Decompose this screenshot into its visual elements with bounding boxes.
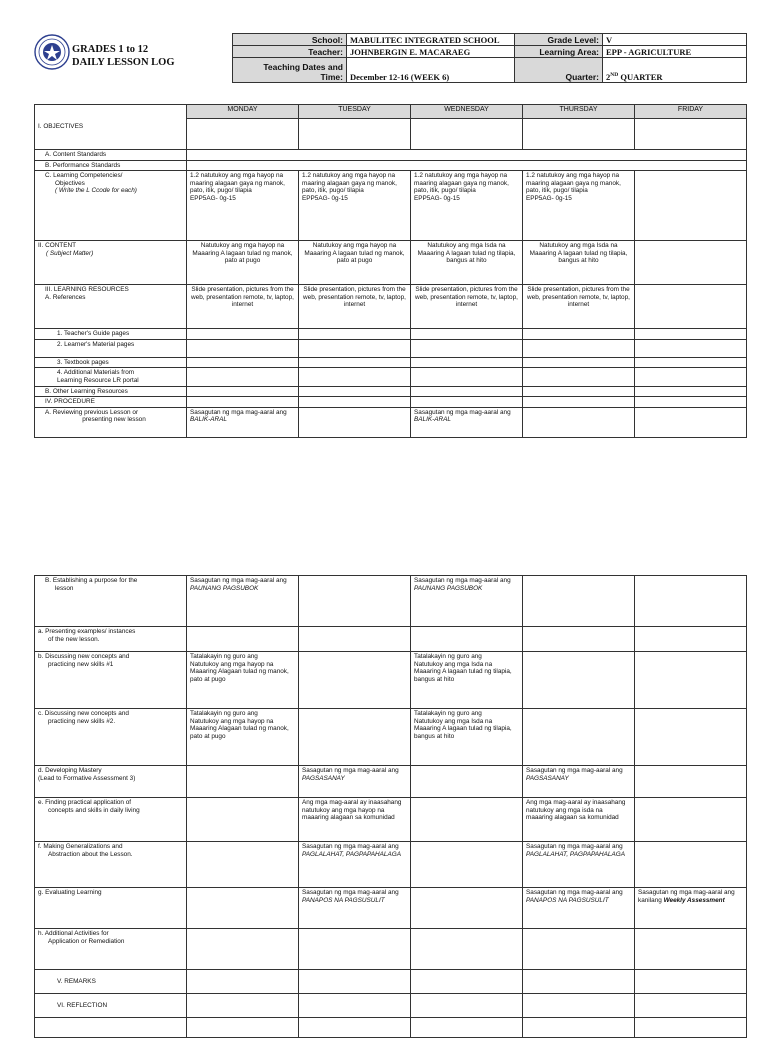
empty-cell [411, 339, 523, 357]
eval-cell-friday [635, 888, 747, 929]
teaching-dates-label [233, 58, 347, 83]
objective-cell [187, 119, 299, 150]
empty-cell [187, 386, 299, 397]
practical-label-line1: e. Finding practical application of [38, 799, 132, 806]
reviewing-label-line2: presenting new lesson [82, 416, 146, 424]
teacher-value: JOHNBERGIN E. MACARAEG [347, 46, 515, 58]
empty-cell [187, 929, 299, 970]
purpose-prefix: Sasagutan ng mga mag-aaral ang [414, 577, 511, 584]
competency-code: EPP5AG- 0g-15 [414, 194, 460, 202]
lesson-log-table-part1 [34, 104, 747, 438]
empty-cell [299, 339, 411, 357]
quarter-label: Quarter: [515, 58, 603, 83]
purpose-cell-wednesday [411, 576, 523, 627]
empty-cell [299, 709, 411, 766]
discuss-topic: Natutukoy ang mga Isda na Maaaring A lagaan tulad ng tilapia, bangus at hito [414, 717, 512, 740]
discuss2-cell-wednesday [411, 709, 523, 766]
empty-cell [411, 1018, 523, 1038]
purpose-label [35, 576, 187, 627]
teaching-dates-label-line2: Time: [320, 72, 343, 82]
empty-cell [187, 798, 299, 842]
purpose-label-line1: B. Establishing a purpose for the [45, 577, 138, 584]
performance-standards-value [187, 160, 747, 171]
competencies-label-line2: Objectives [55, 179, 85, 187]
empty-cell [299, 357, 411, 368]
header-info-table [232, 33, 747, 83]
competency-cell-thursday [523, 171, 635, 241]
discuss2-cell-monday [187, 709, 299, 766]
practical-cell-tuesday: Ang mga mag-aaral ay inaasahang natutukoy ang mga hayop na maaaring alagaan sa komunidad [299, 798, 411, 842]
discussing-2-label [35, 709, 187, 766]
eval-fri-italic: Weekly Assessment [663, 896, 725, 904]
discussing-2-label-line2: practicing new skills #2. [48, 717, 116, 725]
empty-cell [523, 652, 635, 709]
form-title [72, 43, 175, 69]
discuss-topic: Natutukoy ang mga hayop na Maaaring Alagaan tulad ng manok, pato at pugo [190, 717, 289, 740]
practical-label-line2: concepts and skills in daily living [48, 806, 140, 814]
quarter-value [603, 58, 747, 83]
competency-code: EPP5AG- 0g-15 [190, 194, 236, 202]
empty-cell [523, 1018, 635, 1038]
mastery-label [35, 766, 187, 798]
empty-cell [411, 627, 523, 652]
quarter-number: 2 [606, 72, 611, 82]
empty-cell [411, 798, 523, 842]
day-header-wednesday: WEDNESDAY [411, 105, 523, 119]
additional-materials-line1: 4. Additional Materials from [57, 369, 135, 377]
purpose-prefix: Sasagutan ng mga mag-aaral ang [190, 577, 287, 584]
empty-cell [635, 329, 747, 340]
discussing-2-label-line1: c. Discussing new concepts and [38, 710, 129, 717]
empty-cell [523, 339, 635, 357]
empty-cell [187, 339, 299, 357]
purpose-italic: PAUNANG PAGSUBOK [190, 584, 259, 592]
resources-cell-tuesday: Slide presentation, pictures from the web, presentation remote, tv, laptop, internet [299, 285, 411, 329]
practical-cell-thursday: Ang mga mag-aaral ay inaasahang natutukoy ang mga isda na maaaring alagaan sa komunidad [523, 798, 635, 842]
remarks-label: V. REMARKS [35, 970, 187, 994]
discussing-1-label-line2: practicing new skills #1 [48, 660, 114, 668]
mastery-cell-tuesday [299, 766, 411, 798]
review-cell-monday [187, 407, 299, 437]
learning-area-label: Learning Area: [515, 46, 603, 58]
general-italic: PAGLALAHAT, PAGPAPAHALAGA [302, 850, 401, 858]
generalization-label-line1: f. Making Generalizations and [38, 843, 123, 850]
presenting-label-line1: a. Presenting examples/ instances [38, 628, 136, 635]
empty-cell [635, 407, 747, 437]
resources-cell-thursday: Slide presentation, pictures from the web, presentation remote, tv, laptop, internet [523, 285, 635, 329]
empty-cell [411, 994, 523, 1018]
evaluating-label: g. Evaluating Learning [35, 888, 187, 929]
learners-material-label: 2. Learner's Material pages [35, 339, 187, 357]
grade-label: Grade Level: [515, 34, 603, 46]
objective-cell [299, 119, 411, 150]
competency-cell-wednesday [411, 171, 523, 241]
competency-cell-friday [635, 171, 747, 241]
content-cell-friday [635, 241, 747, 285]
empty-cell [299, 1018, 411, 1038]
empty-cell [299, 329, 411, 340]
competencies-label-line3: ( Write the L Ccode for each) [55, 187, 137, 195]
empty-cell [411, 929, 523, 970]
discussing-1-label [35, 652, 187, 709]
content-label-line1: II. CONTENT [38, 242, 76, 250]
competency-text: 1.2 natutukoy ang mga hayop na maaring alagaan gaya ng manok, pato, itik, pugo/ tilapia [526, 172, 621, 195]
objective-cell [523, 119, 635, 150]
practical-label [35, 798, 187, 842]
empty-cell [299, 627, 411, 652]
teachers-guide-label: 1. Teacher's Guide pages [35, 329, 187, 340]
competency-code: EPP5AG- 0g-15 [526, 194, 572, 202]
school-value: MABULITEC INTEGRATED SCHOOL [347, 34, 515, 46]
competency-code: EPP5AG- 0g-15 [302, 194, 348, 202]
form-title-line2: DAILY LESSON LOG [72, 57, 175, 68]
day-header-thursday: THURSDAY [523, 105, 635, 119]
purpose-label-line2: lesson [55, 584, 74, 592]
empty-cell [187, 842, 299, 888]
purpose-cell-monday [187, 576, 299, 627]
empty-cell [523, 709, 635, 766]
reflection-label: VI. REFLECTION [35, 994, 187, 1018]
empty-cell [635, 652, 747, 709]
resources-label-line1: III. LEARNING RESOURCES [45, 286, 129, 294]
empty-cell [411, 766, 523, 798]
lesson-log-table-part2 [34, 575, 747, 1038]
content-cell-monday: Natutukoy ang mga hayop na Maaaring A lagaan tulad ng manok, pato at pugo [187, 241, 299, 285]
empty-cell [35, 1018, 187, 1038]
empty-cell [523, 970, 635, 994]
mastery-italic: PAGSASANAY [526, 774, 569, 782]
empty-cell [523, 576, 635, 627]
objective-cell [411, 119, 523, 150]
empty-cell [635, 357, 747, 368]
discuss-prefix: Tatalakayin ng guro ang [190, 710, 258, 717]
empty-cell [411, 888, 523, 929]
mastery-italic: PAGSASANAY [302, 774, 345, 782]
empty-cell [299, 407, 411, 437]
empty-cell [523, 397, 635, 408]
empty-cell [635, 970, 747, 994]
eval-italic: PANAPOS NA PAGSUSULIT [302, 896, 385, 904]
references-label: A. References [45, 293, 86, 301]
deped-seal-icon [34, 34, 70, 70]
empty-cell [187, 627, 299, 652]
empty-cell [187, 368, 299, 386]
empty-cell [187, 1018, 299, 1038]
resources-label [35, 285, 187, 329]
mastery-label-line1: d. Developing Mastery [38, 767, 102, 774]
eval-fri-prefix: Sasagutan ng mga mag-aaral ang kanilang [638, 889, 735, 904]
quarter-word: QUARTER [620, 72, 663, 82]
empty-cell [635, 386, 747, 397]
discuss1-cell-monday [187, 652, 299, 709]
empty-cell [299, 652, 411, 709]
additional-activities-line2: Application or Remediation [48, 937, 125, 945]
learning-area-value: EPP - AGRICULTURE [603, 46, 747, 58]
presenting-label [35, 627, 187, 652]
procedure-label: IV. PROCEDURE [35, 397, 187, 408]
review-cell-wednesday [411, 407, 523, 437]
mastery-prefix: Sasagutan ng mga mag-aaral ang [302, 767, 399, 774]
competencies-label-line1: C. Learning Competencies/ [45, 172, 123, 180]
mastery-cell-thursday [523, 766, 635, 798]
empty-cell [299, 970, 411, 994]
empty-cell [187, 766, 299, 798]
empty-cell [635, 994, 747, 1018]
content-cell-wednesday: Natutukoy ang mga Isda na Maaaring A lagaan tulad ng tilapia, bangus at hito [411, 241, 523, 285]
teacher-label: Teacher: [233, 46, 347, 58]
competency-text: 1.2 natutukoy ang mga hayop na maaring alagaan gaya ng manok, pato, itik, pugo/ tilapia [414, 172, 509, 195]
empty-cell [635, 842, 747, 888]
generalization-label-line2: Abstraction about the Lesson. [48, 850, 133, 858]
general-cell-thursday [523, 842, 635, 888]
additional-materials-line2: Learning Resource LR portal [57, 376, 139, 384]
empty-cell [411, 329, 523, 340]
empty-cell [635, 627, 747, 652]
mastery-label-line2: (Lead to Formative Assessment 3) [38, 774, 136, 782]
discussing-1-label-line1: b. Discussing new concepts and [38, 653, 130, 660]
content-label [35, 241, 187, 285]
empty-cell [635, 339, 747, 357]
other-resources-label: B. Other Learning Resources [35, 386, 187, 397]
resources-cell-monday: Slide presentation, pictures from the web, presentation remote, tv, laptop, internet [187, 285, 299, 329]
review-italic: BALIK-ARAL [190, 416, 227, 424]
quarter-suffix: ND [610, 72, 619, 79]
grade-value: V [603, 34, 747, 46]
empty-cell [635, 397, 747, 408]
content-standards-label: A. Content Standards [35, 150, 187, 161]
general-italic: PAGLALAHAT, PAGPAPAHALAGA [526, 850, 625, 858]
empty-cell [635, 709, 747, 766]
teaching-dates-value: December 12-16 (WEEK 6) [347, 58, 515, 83]
day-header-friday: FRIDAY [635, 105, 747, 119]
empty-cell [411, 970, 523, 994]
competency-cell-tuesday [299, 171, 411, 241]
additional-materials-label [35, 368, 187, 386]
empty-cell [523, 929, 635, 970]
discuss-prefix: Tatalakayin ng guro ang [414, 710, 482, 717]
empty-cell [187, 994, 299, 1018]
eval-prefix: Sasagutan ng mga mag-aaral ang [526, 889, 623, 896]
empty-cell [411, 842, 523, 888]
empty-cell [635, 766, 747, 798]
day-header-monday: MONDAY [187, 105, 299, 119]
empty-cell [187, 397, 299, 408]
empty-cell [299, 929, 411, 970]
reviewing-label [35, 407, 187, 437]
empty-cell [299, 368, 411, 386]
discuss1-cell-wednesday [411, 652, 523, 709]
purpose-italic: PAUNANG PAGSUBOK [414, 584, 483, 592]
generalization-label [35, 842, 187, 888]
teaching-dates-label-line1: Teaching Dates and [263, 62, 343, 72]
empty-cell [187, 888, 299, 929]
objectives-heading: I. OBJECTIVES [35, 105, 187, 150]
empty-cell [523, 329, 635, 340]
form-title-line1: GRADES 1 to 12 [72, 44, 149, 55]
empty-cell [523, 386, 635, 397]
empty-cell [411, 357, 523, 368]
content-cell-tuesday: Natutukoy ang mga hayop na Maaaring A lagaan tulad ng manok, pato at pugo [299, 241, 411, 285]
empty-cell [635, 929, 747, 970]
general-cell-tuesday [299, 842, 411, 888]
eval-prefix: Sasagutan ng mga mag-aaral ang [302, 889, 399, 896]
empty-cell [523, 407, 635, 437]
competency-text: 1.2 natutukoy ang mga hayop na maaring alagaan gaya ng manok, pato, itik, pugo/ tilapia [302, 172, 397, 195]
resources-cell-friday [635, 285, 747, 329]
empty-cell [523, 368, 635, 386]
empty-cell [635, 1018, 747, 1038]
empty-cell [299, 576, 411, 627]
performance-standards-label: B. Performance Standards [35, 160, 187, 171]
review-italic: BALIK-ARAL [414, 416, 451, 424]
competency-text: 1.2 natutukoy ang mga hayop na maaring alagaan gaya ng manok, pato, itik, pugo/ tilapia [190, 172, 285, 195]
textbook-label: 3. Textbook pages [35, 357, 187, 368]
empty-cell [299, 994, 411, 1018]
discuss-topic: Natutukoy ang mga hayop na Maaaring Alagaan tulad ng manok, pato at pugo [190, 660, 289, 683]
general-prefix: Sasagutan ng mga mag-aaral ang [526, 843, 623, 850]
empty-cell [411, 386, 523, 397]
empty-cell [523, 994, 635, 1018]
additional-activities-label [35, 929, 187, 970]
additional-activities-line1: h. Additional Activities for [38, 930, 109, 937]
objective-cell [635, 119, 747, 150]
resources-cell-wednesday: Slide presentation, pictures from the web, presentation remote, tv, laptop, internet [411, 285, 523, 329]
competency-cell-monday [187, 171, 299, 241]
eval-italic: PANAPOS NA PAGSUSULIT [526, 896, 609, 904]
eval-cell-thursday [523, 888, 635, 929]
content-cell-thursday: Natutukoy ang mga Isda na Maaaring A lagaan tulad ng tilapia, bangus at hito [523, 241, 635, 285]
content-label-line2: ( Subject Matter) [46, 249, 94, 257]
content-standards-value [187, 150, 747, 161]
eval-cell-tuesday [299, 888, 411, 929]
empty-cell [187, 329, 299, 340]
empty-cell [187, 970, 299, 994]
discuss-prefix: Tatalakayin ng guro ang [190, 653, 258, 660]
empty-cell [523, 357, 635, 368]
general-prefix: Sasagutan ng mga mag-aaral ang [302, 843, 399, 850]
empty-cell [635, 576, 747, 627]
empty-cell [187, 357, 299, 368]
empty-cell [299, 397, 411, 408]
presenting-label-line2: of the new lesson. [48, 635, 100, 643]
discuss-topic: Natutukoy ang mga Isda na Maaaring A lagaan tulad ng tilapia, bangus at hito [414, 660, 512, 683]
review-prefix: Sasagutan ng mga mag-aaral ang [190, 408, 287, 416]
empty-cell [523, 627, 635, 652]
empty-cell [411, 368, 523, 386]
empty-cell [635, 798, 747, 842]
empty-cell [411, 397, 523, 408]
reviewing-label-line1: A. Reviewing previous Lesson or [45, 408, 139, 416]
competencies-label [35, 171, 187, 241]
mastery-prefix: Sasagutan ng mga mag-aaral ang [526, 767, 623, 774]
empty-cell [635, 368, 747, 386]
day-header-tuesday: TUESDAY [299, 105, 411, 119]
review-prefix: Sasagutan ng mga mag-aaral ang [414, 408, 511, 416]
discuss-prefix: Tatalakayin ng guro ang [414, 653, 482, 660]
school-label: School: [233, 34, 347, 46]
empty-cell [299, 386, 411, 397]
